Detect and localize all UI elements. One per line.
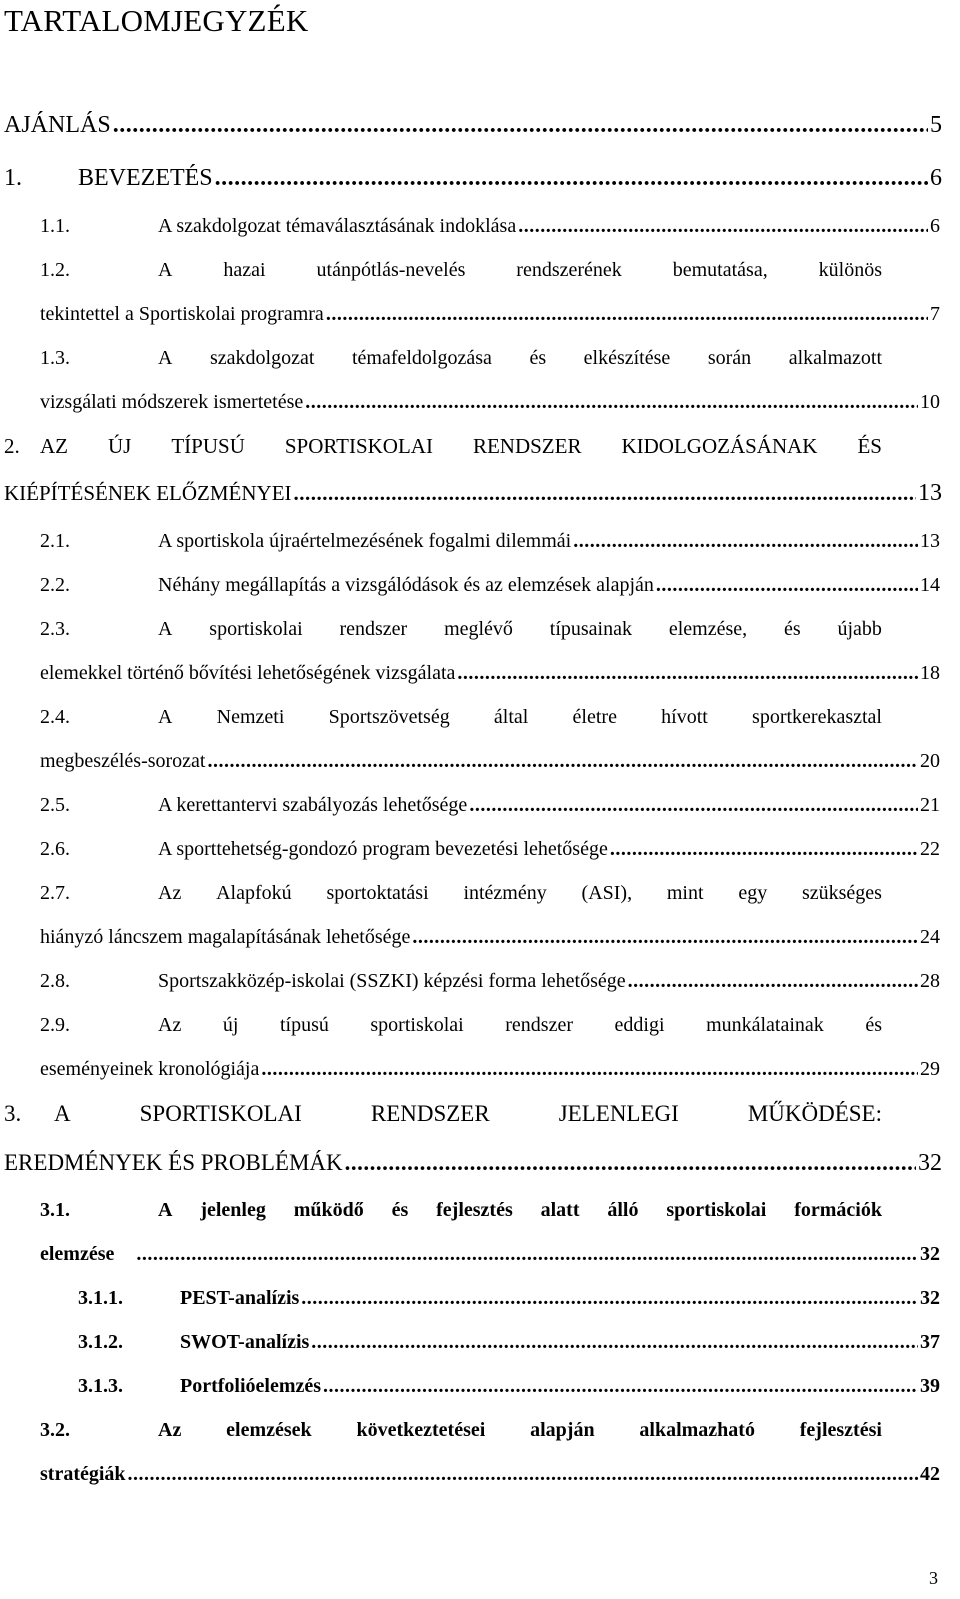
toc-leader (215, 165, 928, 192)
toc-entry-1-2-line1[interactable]: A hazai utánpótlás-nevelés rendszerének bemutatása, különös (158, 259, 882, 281)
toc-leader (294, 481, 916, 506)
toc-leader (136, 1243, 918, 1266)
toc-entry-2-4-line2[interactable] (40, 750, 940, 773)
toc-text: SWOT-analízis (180, 1331, 310, 1353)
toc-leader (628, 970, 918, 993)
toc-leader (301, 1287, 918, 1310)
toc-entry-2-5[interactable] (40, 794, 940, 817)
toc-number-3-2: 3.2. (40, 1419, 70, 1441)
toc-entry-3-1-2[interactable] (78, 1331, 940, 1354)
toc-number-1-2: 1.2. (40, 259, 70, 281)
toc-entry-2-9-line1[interactable]: Az új típusú sportiskolai rendszer eddigi munkálatainak és (158, 1014, 882, 1036)
toc-entry-1[interactable] (4, 165, 942, 192)
toc-leader (113, 112, 928, 139)
toc-entry-3-line1[interactable]: A SPORTISKOLAI RENDSZER JELENLEGI MŰKÖDÉSE: (54, 1101, 882, 1126)
toc-number: 2.1. (40, 530, 70, 552)
toc-entry-ajanlas[interactable] (4, 112, 942, 139)
toc-entry-1-3-line2[interactable] (40, 391, 940, 414)
toc-page: 32 (918, 1150, 942, 1176)
toc-page: 13 (920, 530, 940, 552)
toc-leader (323, 1375, 918, 1398)
toc-text: eseményeinek kronológiája (40, 1058, 260, 1080)
toc-number-2-3: 2.3. (40, 618, 70, 640)
toc-entry-2-6[interactable] (40, 838, 940, 861)
toc-entry-2-line1[interactable]: AZ ÚJ TÍPUSÚ SPORTISKOLAI RENDSZER KIDOLGOZÁSÁNAK ÉS (40, 434, 882, 458)
toc-page: 6 (930, 165, 942, 191)
toc-number: 3.1.3. (78, 1375, 123, 1397)
toc-leader (261, 1058, 918, 1081)
toc-text: EREDMÉNYEK ÉS PROBLÉMÁK (4, 1150, 343, 1175)
toc-number: 1.1. (40, 215, 70, 237)
toc-page: 39 (920, 1375, 940, 1397)
toc-text: AJÁNLÁS (4, 112, 111, 138)
toc-text: Néhány megállapítás a vizsgálódások és az elemzések alapján (158, 574, 654, 596)
toc-number: 2.8. (40, 970, 70, 992)
toc-number-3-1: 3.1. (40, 1199, 70, 1221)
toc-page: 32 (920, 1287, 940, 1309)
toc-entry-3-1-3[interactable] (78, 1375, 940, 1398)
toc-page: 21 (920, 794, 940, 816)
toc-leader (610, 838, 918, 861)
toc-text: hiányzó láncszem magalapításának lehetősége (40, 926, 411, 948)
toc-entry-3-2-line1[interactable]: Az elemzések következtetései alapján alkalmazható fejlesztési (158, 1419, 882, 1441)
toc-text: megbeszélés-sorozat (40, 750, 206, 772)
toc-text: Portfolióelemzés (180, 1375, 322, 1397)
toc-number-2: 2. (4, 434, 20, 458)
toc-number-1-3: 1.3. (40, 347, 70, 369)
toc-leader (573, 530, 918, 553)
toc-text: BEVEZETÉS (78, 165, 213, 191)
toc-page: 18 (920, 662, 940, 684)
toc-entry-1-2-line2[interactable] (40, 303, 940, 326)
toc-entry-2-9-line2[interactable] (40, 1058, 940, 1081)
toc-page: 7 (930, 303, 940, 325)
toc-leader (457, 662, 918, 685)
toc-number-3: 3. (4, 1101, 22, 1126)
toc-text: KIÉPÍTÉSÉNEK ELŐZMÉNYEI (4, 481, 292, 505)
toc-page: 24 (920, 926, 940, 948)
toc-page: 14 (920, 574, 940, 596)
toc-leader (656, 574, 918, 597)
toc-leader (412, 926, 918, 949)
toc-page: 5 (930, 112, 942, 138)
toc-page: 20 (920, 750, 940, 772)
toc-number: 3.1.2. (78, 1331, 123, 1353)
toc-entry-1-1[interactable] (40, 215, 940, 238)
toc-entry-3-1-line2[interactable] (40, 1243, 940, 1266)
toc-number: 2.5. (40, 794, 70, 816)
toc-number-2-9: 2.9. (40, 1014, 70, 1036)
toc-page: 6 (930, 215, 940, 237)
toc-text: A sporttehetség-gondozó program bevezetési lehetősége (158, 838, 608, 860)
toc-entry-2-3-line2[interactable] (40, 662, 940, 685)
toc-leader (305, 391, 918, 414)
toc-leader (345, 1150, 916, 1176)
toc-entry-2-4-line1[interactable]: A Nemzeti Sportszövetség által életre hívott sportkerekasztal (158, 706, 882, 728)
toc-text: vizsgálati módszerek ismertetése (40, 391, 304, 413)
toc-page: 42 (920, 1463, 940, 1485)
toc-page: 13 (918, 480, 942, 506)
page-title: TARTALOMJEGYZÉK (4, 3, 309, 38)
toc-entry-1-3-line1[interactable]: A szakdolgozat témafeldolgozása és elkészítése során alkalmazott (158, 347, 882, 369)
toc-number: 2.2. (40, 574, 70, 596)
toc-entry-2-8[interactable] (40, 970, 940, 993)
toc-text: A kerettantervi szabályozás lehetősége (158, 794, 468, 816)
toc-text: PEST-analízis (180, 1287, 300, 1309)
toc-text: elemekkel történő bővítési lehetőségének vizsgálata (40, 662, 456, 684)
toc-page: 37 (920, 1331, 940, 1353)
toc-page: 32 (920, 1243, 940, 1265)
toc-leader (207, 750, 918, 773)
toc-number: 3.1.1. (78, 1287, 123, 1309)
toc-page: 29 (920, 1058, 940, 1080)
page-number: 3 (929, 1568, 938, 1588)
toc-leader (128, 1463, 918, 1486)
toc-page: 22 (920, 838, 940, 860)
toc-page: 28 (920, 970, 940, 992)
toc-text: stratégiák (40, 1463, 126, 1485)
toc-entry-2-2[interactable] (40, 574, 940, 597)
toc-entry-3-2-line2[interactable] (40, 1463, 940, 1486)
toc-text: elemzése (40, 1243, 115, 1265)
toc-leader (311, 1331, 918, 1354)
toc-text: A szakdolgozat témaválasztásának indoklása (158, 215, 517, 237)
toc-text: A sportiskola újraértelmezésének fogalmi dilemmái (158, 530, 572, 552)
toc-text: tekintettel a Sportiskolai programra (40, 303, 324, 325)
toc-number: 2.6. (40, 838, 70, 860)
toc-text: Sportszakközép-iskolai (SSZKI) képzési forma lehetősége (158, 970, 626, 992)
toc-number-2-7: 2.7. (40, 882, 70, 904)
toc-leader (518, 215, 928, 238)
toc-page: 10 (920, 391, 940, 413)
toc-entry-2-3-line1[interactable]: A sportiskolai rendszer meglévő típusainak elemzése, és újabb (158, 618, 882, 640)
toc-entry-3-line2[interactable] (4, 1150, 942, 1177)
toc-entry-2-7-line1[interactable]: Az Alapfokú sportoktatási intézmény (ASI), mint egy szükséges (158, 882, 882, 904)
toc-number: 1. (4, 165, 22, 191)
toc-entry-3-1-line1[interactable]: A jelenleg működő és fejlesztés alatt álló sportiskolai formációk (158, 1199, 882, 1221)
toc-entry-2-7-line2[interactable] (40, 926, 940, 949)
toc-number-2-4: 2.4. (40, 706, 70, 728)
toc-leader (326, 303, 928, 326)
toc-entry-3-1-1[interactable] (78, 1287, 940, 1310)
toc-entry-2-line2[interactable] (4, 480, 942, 507)
toc-entry-2-1[interactable] (40, 530, 940, 553)
toc-leader (469, 794, 918, 817)
